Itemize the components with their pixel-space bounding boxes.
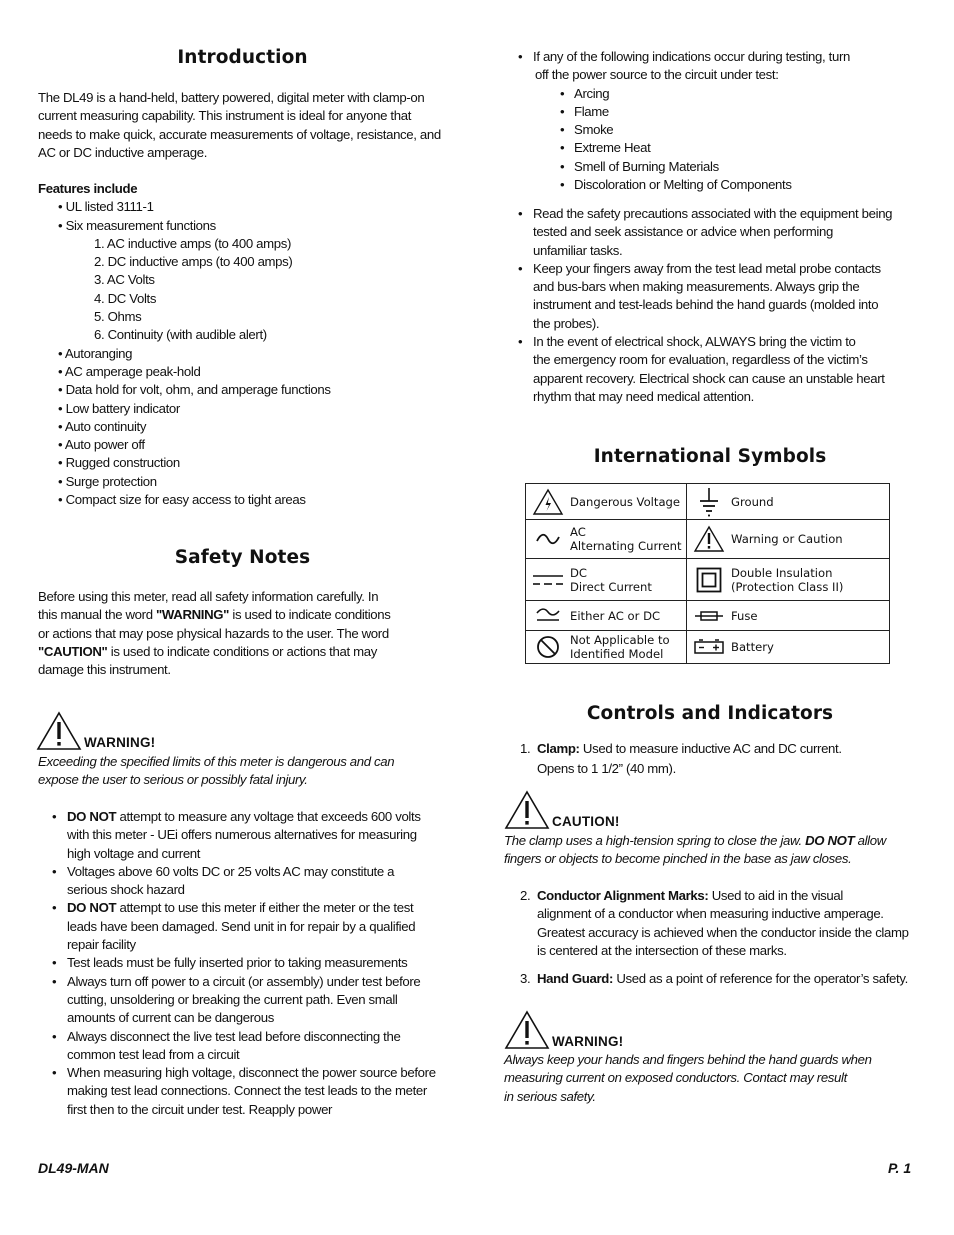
bullet-line (67, 808, 452, 826)
bullet-bold: DO NOT (67, 809, 117, 824)
introduction-heading: Introduction (177, 47, 308, 68)
bullet-dot: • (518, 49, 523, 64)
caution-line (504, 832, 944, 850)
warning-term: "WARNING" (156, 607, 230, 623)
symbol-label: Either AC or DC (570, 608, 661, 623)
bullet-dot: • (52, 1028, 57, 1044)
bullet-dot: • (518, 260, 523, 276)
safety-warning-header (36, 711, 155, 751)
feature-item: • Data hold for volt, ohm, and amperage functions (58, 382, 331, 398)
direct-current-icon (526, 573, 570, 587)
symbol-cell (526, 601, 687, 631)
warning-line: Always keep your hands and fingers behind the hand guards when (504, 1052, 872, 1067)
feature-item: • Six measurement functions (58, 217, 216, 233)
feature-item: • Surge protection (58, 473, 157, 489)
bullet-dot: • (560, 103, 565, 119)
symbol-cell (526, 484, 687, 520)
precaution-bullet (518, 260, 938, 333)
feature-item: • AC amperage peak-hold (58, 363, 201, 379)
ac-or-dc-icon (526, 608, 570, 624)
warning-label: WARNING! (84, 735, 156, 750)
bullet-dot: • (560, 122, 565, 138)
safety-text: is used to indicate conditions (229, 607, 391, 623)
alternating-current-icon (526, 532, 570, 546)
safety-bullet (52, 863, 452, 900)
controls-line (520, 970, 950, 988)
controls-line (520, 887, 950, 905)
symbol-label: Identified Model (570, 647, 664, 661)
indication-text: Arcing (574, 85, 610, 101)
indication-text: Extreme Heat (574, 140, 651, 156)
bullet-line: If any of the following indications occur during testing, turn (533, 49, 850, 64)
safety-line: or actions that may pose physical hazards to the user. The word (38, 625, 389, 641)
warning-label: WARNING! (552, 1034, 624, 1049)
battery-icon (687, 639, 731, 655)
controls-line: alignment of a conductor when measuring inductive amperage. (537, 906, 884, 922)
controls-warning-text (504, 1051, 944, 1106)
bullet-line: Test leads must be fully inserted prior to taking measurements (67, 955, 408, 971)
symbols-row (526, 631, 890, 664)
bullet-line: cutting, unsoldering or breaking the current path. Even small (67, 991, 398, 1007)
item-number: 2. (520, 888, 531, 903)
safety-text: is used to indicate conditions or actions that may (107, 643, 377, 659)
bullet-line: the emergency room for evaluation, regardless of the victim’s (533, 352, 868, 368)
safety-bullet (52, 1028, 452, 1065)
item-text: Used to aid in the visual (708, 888, 843, 903)
feature-subitem: 4. DC Volts (94, 290, 157, 306)
intro-line: AC or DC inductive amperage. (38, 144, 208, 160)
safety-line: Before using this meter, read all safety information carefully. In (38, 589, 379, 604)
symbols-row (526, 520, 890, 559)
safety-paragraph (38, 588, 458, 679)
intro-paragraph (38, 89, 458, 162)
bullet-dot: • (52, 863, 57, 879)
caution-label: CAUTION! (552, 814, 620, 829)
bullet-line: making test lead connections. Connect the test leads to the meter (67, 1083, 427, 1099)
bullet-line: tested and seek assistance or advice when performing (533, 224, 833, 240)
bullet-line (67, 899, 452, 917)
bullet-line: rhythm that may need medical attention. (533, 388, 754, 404)
symbols-row (526, 484, 890, 520)
bullet-dot: • (52, 973, 57, 989)
indication-text: Smoke (574, 122, 614, 138)
symbol-cell (526, 631, 687, 664)
feature-item: • Low battery indicator (58, 400, 180, 416)
controls-line: Opens to 1 1/2” (40 mm). (537, 761, 676, 777)
double-insulation-icon (687, 567, 731, 593)
indication-text: Smell of Burning Materials (574, 158, 719, 174)
bullet-dot: • (52, 955, 57, 971)
symbol-label: AC (570, 525, 586, 539)
international-symbols-heading: International Symbols (593, 446, 827, 467)
bullet-line: repair facility (67, 937, 136, 953)
symbol-cell (526, 520, 687, 559)
controls-item-handguard (520, 970, 950, 988)
item-title: Hand Guard: (537, 971, 614, 986)
bullet-line: Voltages above 60 volts DC or 25 volts AC may constitute a (67, 863, 395, 879)
symbol-label: DC (570, 565, 588, 580)
indications-list (518, 85, 938, 195)
bullet-line: Always disconnect the live test lead before disconnecting the (67, 1028, 401, 1044)
caution-term: "CAUTION" (38, 643, 108, 659)
indication-item (560, 176, 938, 194)
symbol-label: Ground (731, 494, 774, 509)
safety-text: this manual the word (38, 607, 156, 623)
bullet-dot: • (52, 900, 57, 916)
feature-item: • Auto power off (58, 437, 145, 453)
bullet-line: instrument and test-leads behind the hand guards (molded into (533, 297, 879, 313)
symbol-cell (687, 601, 890, 631)
indications-bullet (518, 48, 938, 85)
feature-item: • Rugged construction (58, 455, 180, 471)
controls-warning-header (504, 1010, 623, 1050)
item-text: Used as a point of reference for the operator’s safety. (613, 971, 908, 986)
symbol-label: (Protection Class II) (731, 579, 844, 594)
feature-item: • UL listed 3111-1 (58, 199, 154, 215)
feature-subitem: 6. Continuity (with audible alert) (94, 327, 267, 343)
symbol-label: Direct Current (570, 579, 652, 594)
warning-triangle-icon (504, 790, 550, 830)
warning-line: measuring current on exposed conductors. Contact may result (504, 1070, 847, 1086)
symbol-label: Fuse (731, 608, 758, 623)
bullet-dot: • (560, 140, 565, 156)
bullet-line: amounts of current can be dangerous (67, 1010, 274, 1026)
item-title: Conductor Alignment Marks: (537, 888, 709, 903)
symbol-label: Battery (731, 640, 774, 654)
controls-line: is centered at the intersection of these marks. (537, 942, 787, 958)
intro-line: current measuring capability. This instrument is ideal for anyone that (38, 108, 412, 124)
feature-item: • Compact size for easy access to tight areas (58, 492, 306, 508)
features-block (38, 180, 458, 509)
symbols-row (526, 601, 890, 631)
bullet-line: Read the safety precautions associated with the equipment being (533, 206, 893, 221)
indication-item (560, 85, 938, 103)
bullet-line: the probes). (533, 315, 600, 331)
fuse-icon (687, 610, 731, 622)
bullet-bold: DO NOT (67, 900, 117, 916)
caution-bold: DO NOT (805, 833, 855, 848)
indication-item (560, 121, 938, 139)
intro-line: The DL49 is a hand-held, battery powered, digital meter with clamp-on (38, 90, 425, 105)
item-number: 1. (520, 741, 531, 756)
bullet-dot: • (560, 85, 565, 101)
symbol-cell (687, 484, 890, 520)
feature-subitem: 5. Ohms (94, 309, 142, 325)
bullet-line: with this meter - UEi offers numerous alternatives for measuring (67, 827, 417, 843)
indication-item (560, 158, 938, 176)
safety-line (38, 606, 458, 624)
safety-notes-heading: Safety Notes (174, 547, 311, 568)
bullet-dot: • (518, 206, 523, 221)
warning-triangle-icon (36, 711, 82, 751)
dangerous-voltage-icon (526, 488, 570, 516)
warning-triangle-icon (504, 1010, 550, 1050)
safety-bullet (52, 899, 452, 954)
indication-text: Discoloration or Melting of Components (574, 177, 792, 193)
bullet-line: serious shock hazard (67, 882, 185, 898)
bullet-line: common test lead from a circuit (67, 1046, 240, 1062)
ground-icon (687, 487, 731, 517)
bullet-line: Keep your fingers away from the test lead metal probe contacts (533, 260, 881, 276)
feature-item: • Auto continuity (58, 418, 147, 434)
warning-line: in serious safety. (504, 1088, 596, 1104)
safety-bullets (52, 808, 452, 1119)
caution-text-part: The clamp uses a high-tension spring to close the jaw. (504, 833, 806, 848)
symbol-label: Not Applicable to (570, 633, 670, 647)
symbols-table (525, 483, 890, 664)
bullet-line: When measuring high voltage, disconnect the power source before (67, 1065, 436, 1081)
bullet-line: high voltage and current (67, 845, 201, 861)
symbol-label: Double Insulation (731, 565, 833, 580)
bullet-line: off the power source to the circuit under test: (535, 67, 779, 83)
bullet-line: unfamiliar tasks. (533, 242, 623, 258)
item-number: 3. (520, 971, 531, 986)
bullet-dot: • (52, 1065, 57, 1081)
bullet-line: Always turn off power to a circuit (or assembly) under test before (67, 973, 421, 989)
controls-line: Greatest accuracy is achieved when the conductor inside the clamp (537, 924, 909, 940)
controls-item-clamp (520, 740, 940, 779)
warning-line: expose the user to serious or possibly fatal injury. (38, 772, 308, 788)
safety-line: damage this instrument. (38, 662, 171, 678)
caution-line: fingers or objects to become pinched in the base as jaw closes. (504, 851, 852, 867)
warning-line: Exceeding the specified limits of this meter is dangerous and can (38, 754, 395, 769)
bullet-line: leads have been damaged. Send unit in for repair by a qualified (67, 918, 416, 934)
bullet-text: attempt to measure any voltage that exceeds 600 volts (116, 809, 421, 824)
item-text: Used to measure inductive AC and DC current. (579, 741, 842, 756)
feature-subitem: 1. AC inductive amps (to 400 amps) (94, 235, 292, 251)
symbols-row (526, 559, 890, 601)
controls-item-alignment (520, 887, 950, 960)
symbol-label: Dangerous Voltage (570, 494, 681, 509)
safety-bullet (52, 973, 452, 1028)
feature-subitem: 2. DC inductive amps (to 400 amps) (94, 254, 293, 270)
safety-bullet (52, 1064, 452, 1119)
item-title: Clamp: (537, 741, 580, 756)
safety-warning-text (38, 753, 458, 790)
indication-item (560, 139, 938, 157)
indication-text: Flame (574, 103, 609, 119)
bullet-line: first then to the circuit under test. Reapply power (67, 1101, 333, 1117)
caution-header (504, 790, 620, 830)
safety-bullet (52, 954, 452, 972)
features-heading: Features include (38, 181, 138, 196)
controls-line (520, 740, 940, 758)
indication-item (560, 103, 938, 121)
caution-text (504, 832, 944, 869)
bullet-dot: • (52, 809, 57, 824)
feature-item: • Autoranging (58, 345, 133, 361)
precaution-bullet (518, 333, 938, 406)
warning-triangle-icon (687, 525, 731, 553)
bullet-dot: • (560, 177, 565, 193)
intro-line: needs to make quick, accurate measurements of voltage, resistance, and (38, 126, 441, 142)
symbol-cell (687, 520, 890, 559)
footer-document-code: DL49-MAN (38, 1160, 109, 1176)
feature-subitem: 3. AC Volts (94, 272, 155, 288)
bullet-text: attempt to use this meter if either the meter or the test (116, 900, 414, 916)
features-list (38, 198, 458, 509)
bullet-line: and bus-bars when making measurements. Always grip the (533, 279, 860, 295)
not-applicable-icon (526, 635, 570, 659)
symbol-cell (687, 559, 890, 601)
indications-block (518, 48, 938, 194)
bullet-line: In the event of electrical shock, ALWAYS bring the victim to (533, 334, 856, 350)
symbol-label: Warning or Caution (731, 532, 843, 546)
symbol-label: Alternating Current (570, 539, 682, 553)
caution-text-part: allow (854, 833, 886, 848)
safety-bullet (52, 808, 452, 863)
symbol-cell (687, 631, 890, 664)
symbol-cell (526, 559, 687, 601)
bullet-dot: • (518, 334, 523, 350)
footer-page-number: P. 1 (888, 1160, 912, 1176)
bullet-line: apparent recovery. Electrical shock can cause an unstable heart (533, 370, 885, 386)
controls-indicators-heading: Controls and Indicators (586, 703, 834, 724)
precaution-bullet (518, 205, 938, 260)
bullet-dot: • (560, 158, 565, 174)
precaution-bullets (518, 205, 938, 406)
safety-line (38, 643, 458, 661)
